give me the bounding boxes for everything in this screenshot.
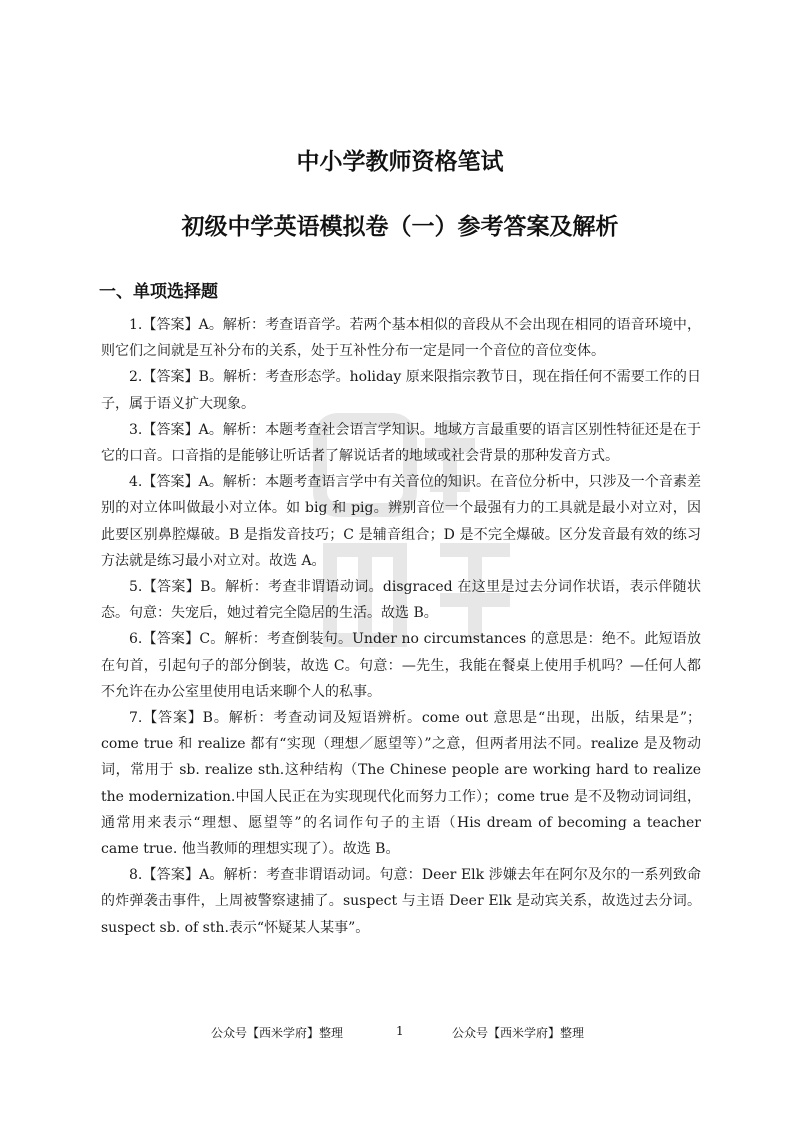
footer-left-text: 公众号【西米学府】整理 xyxy=(211,1026,344,1040)
page-footer xyxy=(0,1024,800,1044)
answer-item-6: 6.【答案】C。解析：考查倒装句。Under no circumstances 的意思是：绝不。此短语放在句首，引起句子的部分倒装，故选 C。句意：—先生，我能在餐桌上使用手机吗？—任何人都不允许在办公室里使用电话来聊个人的私事。 xyxy=(101,631,701,700)
answer-item-1: 1.【答案】A。解析：考查语音学。若两个基本相似的音段从不会出现在相同的语音环境中，则它们之间就是互补分布的关系，处于互补性分布一定是同一个音位的音位变体。 xyxy=(101,317,701,360)
document-subtitle: 初级中学英语模拟卷（一）参考答案及解析 xyxy=(181,214,619,240)
document-title: 中小学教师资格笔试 xyxy=(296,149,504,175)
answer-item-8: 8.【答案】A。解析：考查非谓语动词。句意：Deer Elk 涉嫌去年在阿尔及尔的一系列致命的炸弹袭击事件，上周被警察逮捕了。suspect 与主语 Deer Elk 是动宾关系，故选过去分词。suspect sb. of sth.表示“怀疑某人某事”。 xyxy=(101,867,701,936)
answer-list xyxy=(101,312,701,941)
section-heading: 一、单项选择题 xyxy=(99,282,218,302)
answer-item-2: 2.【答案】B。解析：考查形态学。holiday 原来限指宗教节日，现在指任何不需要工作的日子，属于语义扩大现象。 xyxy=(101,369,701,412)
footer-right-text: 公众号【西米学府】整理 xyxy=(452,1026,585,1040)
answer-item-4: 4.【答案】A。解析：本题考查语言学中有关音位的知识。在音位分析中，只涉及一个音素差别的对立体叫做最小对立体。如 big 和 pig。辨别音位一个最强有力的工具就是最小对立对，因此要区别鼻腔爆破。B 是指发音技巧；C 是辅音组合；D 是不完全爆破。区分发音最有效的练习方法就是练习最小对立对。故选 A。 xyxy=(101,474,701,569)
answer-item-7: 7.【答案】B。解析：考查动词及短语辨析。come out 意思是“出现，出版，结果是”；come true 和 realize 都有“实现（理想／愿望等）”之意，但两者用法不同。realize 是及物动词，常用于 sb. realize sth.这种结构（The Chinese people are working hard to realize the modernization.中国人民正在为实现现代化而努力工作）；come true 是不及物动词词组，通常用来表示“理想、愿望等”的名词作句子的主语（His dream of becoming a teacher came true. 他当教师的理想实现了）。故选 B。 xyxy=(101,710,701,858)
answer-item-5: 5.【答案】B。解析：考查非谓语动词。disgraced 在这里是过去分词作状语，表示伴随状态。句意：失宠后，她过着完全隐居的生活。故选 B。 xyxy=(101,579,701,622)
page-number: 1 xyxy=(396,1024,404,1038)
answer-item-3: 3.【答案】A。解析：本题考查社会语言学知识。地域方言最重要的语言区别性特征还是在于它的口音。口音指的是能够让听话者了解说话者的地域或社会背景的那种发音方式。 xyxy=(101,421,701,465)
